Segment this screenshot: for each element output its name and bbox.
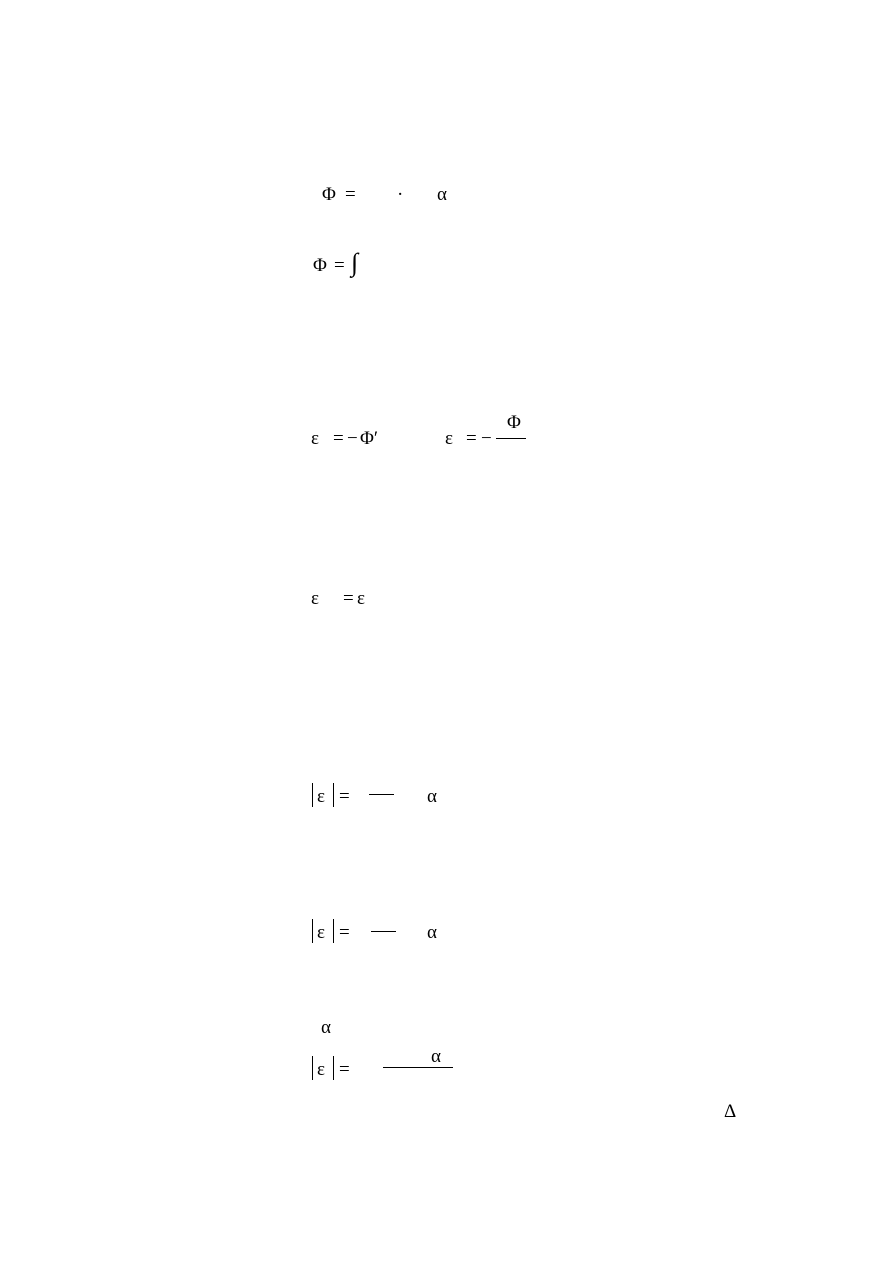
fraction-bar (369, 794, 394, 795)
equals-sign: = (466, 428, 477, 449)
fraction-numerator-phi: Φ (507, 412, 521, 433)
integral-sign: ∫ (351, 248, 359, 277)
epsilon-symbol: ε (311, 588, 319, 609)
fraction-numerator-alpha: α (431, 1046, 441, 1067)
absolute-value-bar-right (333, 919, 334, 943)
alpha-symbol: α (427, 922, 437, 943)
dot-operator: · (397, 184, 404, 205)
phi-prime-symbol: Φ′ (360, 428, 379, 449)
fraction-bar (496, 438, 526, 439)
fraction-bar (371, 931, 396, 932)
equals-sign: = (339, 786, 350, 807)
equals-sign: = (334, 255, 345, 276)
absolute-value-bar-right (333, 783, 334, 807)
absolute-value-bar-right (333, 1056, 334, 1080)
fraction-bar (383, 1067, 453, 1068)
minus-sign: − (347, 428, 358, 449)
equals-sign: = (339, 922, 350, 943)
delta-symbol: Δ (724, 1101, 737, 1122)
phi-symbol: Φ (313, 255, 327, 276)
equals-sign: = (345, 184, 356, 205)
absolute-value-bar-left (312, 1056, 313, 1080)
minus-sign: − (481, 428, 492, 449)
equals-sign: = (343, 588, 354, 609)
epsilon-symbol: ε (317, 786, 325, 807)
alpha-symbol: α (437, 184, 447, 205)
absolute-value-bar-left (312, 919, 313, 943)
equals-sign: = (333, 428, 344, 449)
epsilon-symbol: ε (311, 428, 319, 449)
epsilon-symbol: ε (357, 588, 365, 609)
epsilon-symbol: ε (317, 922, 325, 943)
epsilon-symbol: ε (317, 1059, 325, 1080)
phi-symbol: Φ (322, 184, 336, 205)
absolute-value-bar-left (312, 783, 313, 807)
alpha-symbol: α (321, 1017, 331, 1038)
equals-sign: = (339, 1059, 350, 1080)
alpha-symbol: α (427, 786, 437, 807)
epsilon-symbol: ε (445, 428, 453, 449)
